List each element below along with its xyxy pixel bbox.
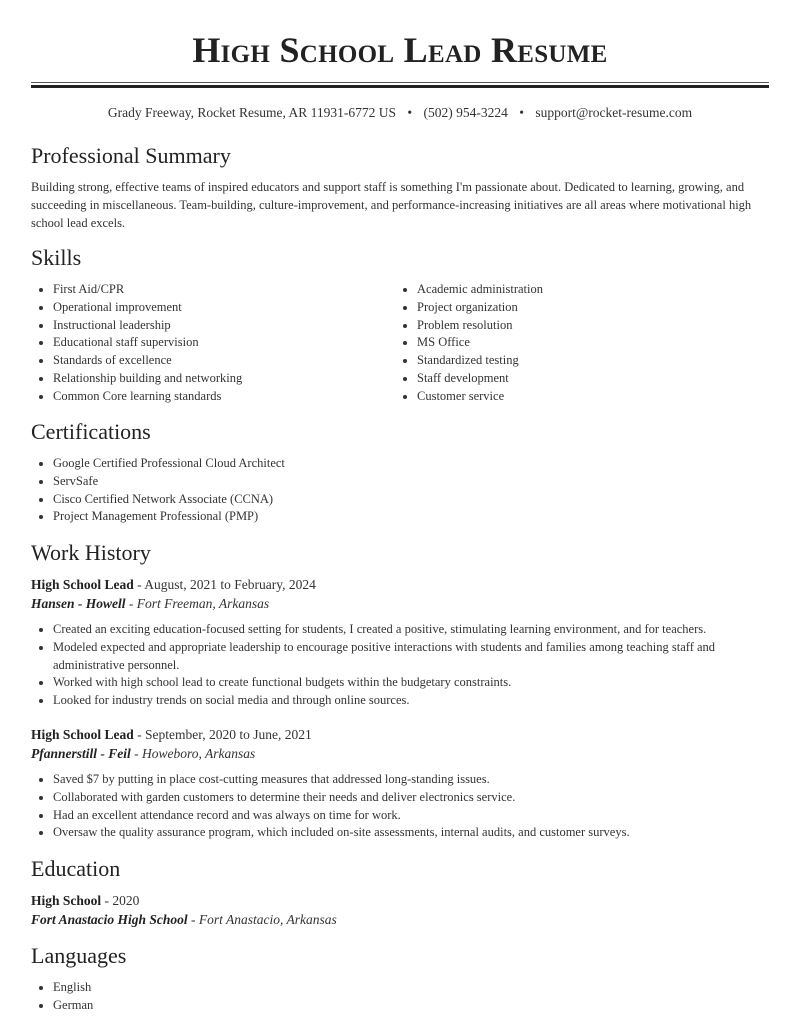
contact-email: support@rocket-resume.com [535,105,693,120]
certification-item: • Cisco Certified Network Associate (CCNA) [53,491,753,509]
job-location: Howeboro, Arkansas [142,746,256,761]
job-bullet: • Created an exciting education-focused setting for students, I created a positive, stimulating learning environment, and for teachers. [53,621,773,639]
job-company-line [31,745,255,763]
skill-item: • Academic administration [417,281,757,299]
job-title: High School Lead [31,577,134,592]
education-school-line [31,911,337,929]
education-degree: High School [31,893,102,908]
job-company-line [31,595,269,613]
dash: - [133,727,146,742]
bullet-separator-icon: • [407,105,413,120]
job-bullet: • Saved $7 by putting in place cost-cutting measures that addressed long-standing issues. [53,771,773,789]
skill-item: • Educational staff supervision [53,334,393,352]
skill-item: • Standards of excellence [53,352,393,370]
certification-item: • Project Management Professional (PMP) [53,508,753,526]
language-item: • German [53,997,353,1015]
skill-item: • MS Office [417,334,757,352]
job-company: Pfannerstill - Feil [31,746,131,761]
skills-list-left [31,281,393,406]
job-bullet: • Had an excellent attendance record and was always on time for work. [53,807,773,825]
dash: - [101,893,113,908]
section-heading-education: Education [31,856,121,881]
section-heading-certifications: Certifications [31,419,151,444]
skill-item: • Standardized testing [417,352,757,370]
job-bullet: • Looked for industry trends on social media and through online sources. [53,692,773,710]
job-bullet: • Collaborated with garden customers to determine their needs and deliver electronics service. [53,789,773,807]
section-heading-skills: Skills [31,245,82,270]
job-location: Fort Freeman, Arkansas [136,596,270,611]
education-degree-line [31,892,139,910]
header-divider-thin [31,82,769,83]
header-divider-thick [31,85,769,88]
job-dates: August, 2021 to February, 2024 [144,577,316,592]
job-dates: September, 2020 to June, 2021 [145,727,312,742]
education-school: Fort Anastacio High School [31,912,188,927]
contact-phone: (502) 954-3224 [423,105,508,120]
job-company: Hansen - Howell [31,596,126,611]
skill-item: • Problem resolution [417,317,757,335]
certification-item: • Google Certified Professional Cloud Architect [53,455,753,473]
section-heading-work-history: Work History [31,540,151,565]
education-location: Fort Anastacio, Arkansas [198,912,337,927]
job-title: High School Lead [31,727,134,742]
section-heading-summary: Professional Summary [31,143,231,168]
resume-title: High School Lead Resume [192,30,608,70]
skill-item: • Relationship building and networking [53,370,393,388]
skill-item: • First Aid/CPR [53,281,393,299]
skill-item: • Common Core learning standards [53,388,393,406]
dash: - [125,596,137,611]
dash: - [187,912,199,927]
job-bullets [31,771,773,842]
certification-item: • ServSafe [53,473,753,491]
skill-item: • Staff development [417,370,757,388]
job-title-line [31,726,312,744]
skills-list-right [395,281,757,406]
language-item: • English [53,979,353,997]
job-bullet: • Worked with high school lead to create functional budgets within the budgetary constraints. [53,674,773,692]
job-title-line [31,576,316,594]
education-year: 2020 [112,893,140,908]
skill-item: • Instructional leadership [53,317,393,335]
dash: - [133,577,145,592]
contact-address: Grady Freeway, Rocket Resume, AR 11931-6772 US [107,105,396,120]
job-bullet: • Oversaw the quality assurance program, which included on-site assessments, internal audits, and customer surveys. [53,824,773,842]
section-heading-languages: Languages [31,943,127,968]
skill-item: • Project organization [417,299,757,317]
bullet-separator-icon: • [519,105,524,120]
skill-item: • Operational improvement [53,299,393,317]
job-bullets [31,621,773,710]
summary-text: Building strong, effective teams of inspired educators and support staff is something I'm passionate about. Dedicated to learning, growing, and succeeding in miscellaneous. Team-building, culture-improvement, and performance-increasing initiatives are all areas where motivational high school lead excels. [31,180,752,230]
dash: - [130,746,143,761]
job-bullet: • Modeled expected and appropriate leadership to encourage positive interactions with students and families among teaching staff and administrative personnel. [53,639,773,675]
contact-line [0,104,800,122]
skill-item: • Customer service [417,388,757,406]
certifications-list [31,455,753,526]
languages-list [31,979,353,1015]
